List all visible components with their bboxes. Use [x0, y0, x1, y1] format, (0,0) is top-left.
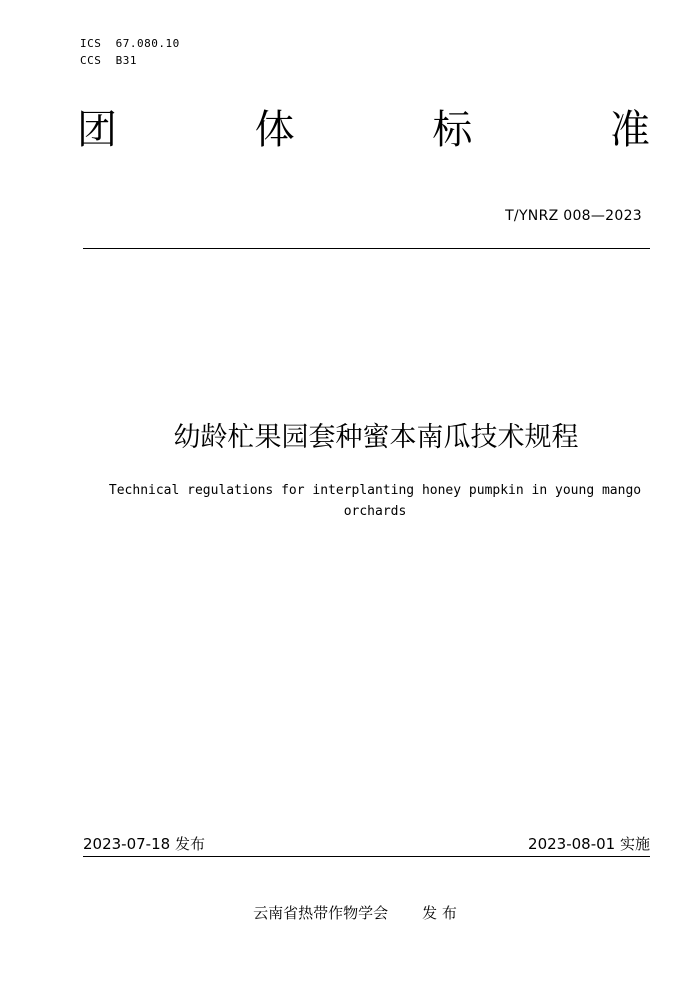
issuer-line: [0, 902, 700, 924]
standard-type-char-3: 标: [432, 107, 473, 153]
english-title: Technical regulations for interplanting honey pumpkin in young mango orchards: [108, 483, 642, 519]
issuer-organization: 云南省热带作物学会: [253, 904, 389, 922]
classification-codes: [80, 35, 180, 69]
implement-date: 2023-08-01 实施: [528, 835, 650, 853]
publish-date: 2023-07-18 发布: [83, 835, 205, 853]
standard-number: T/YNRZ 008—2023: [505, 208, 642, 224]
ccs-code: CCS B31: [80, 54, 137, 67]
standard-type-char-1: 团: [77, 107, 117, 153]
ics-code: ICS 67.080.10: [80, 37, 180, 50]
standard-type-char-4: 准: [609, 107, 650, 153]
chinese-title: 幼龄杧果园套种蜜本南瓜技术规程: [173, 422, 579, 453]
standard-type-heading: [77, 100, 650, 160]
top-divider: [83, 248, 650, 249]
standard-type-char-2: 体: [254, 107, 295, 153]
issuer-action: 发 布: [422, 904, 457, 922]
bottom-divider: [83, 856, 650, 857]
